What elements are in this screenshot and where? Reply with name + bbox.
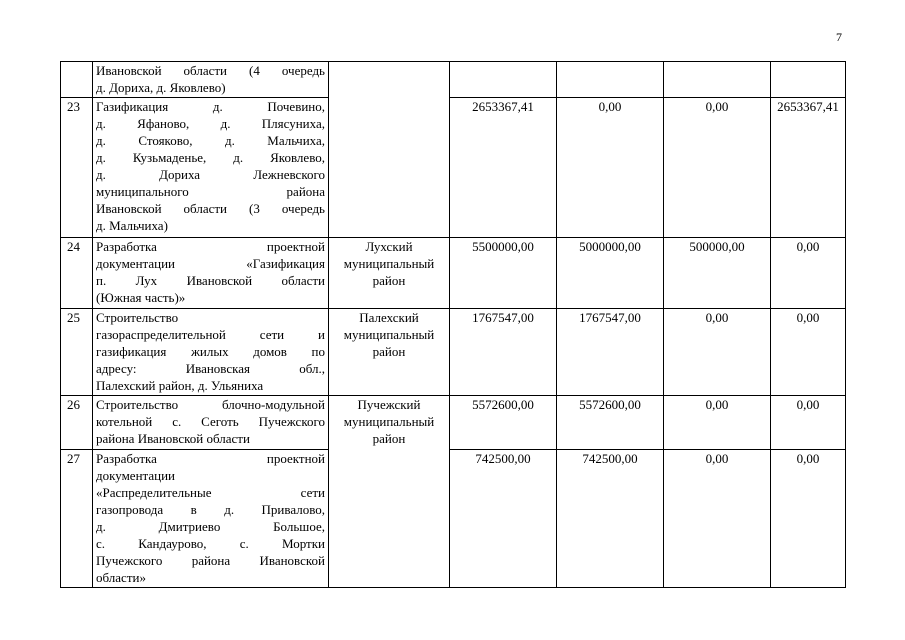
value-other: 0,00 <box>771 309 846 396</box>
value-local: 0,00 <box>664 98 771 238</box>
value-total <box>450 62 557 98</box>
value-total: 1767547,00 <box>450 309 557 396</box>
description-line: газопровода в д. Привалово, <box>96 502 325 517</box>
value-local: 0,00 <box>664 396 771 450</box>
description-line: д. Мальчиха) <box>96 218 168 233</box>
description-line: Разработка проектной <box>96 239 325 254</box>
value-total: 5500000,00 <box>450 238 557 309</box>
value-regional: 5572600,00 <box>557 396 664 450</box>
description-line: муниципального района <box>96 184 325 199</box>
value-regional: 0,00 <box>557 98 664 238</box>
description-line: д. Стояково, д. Мальчиха, <box>96 133 325 148</box>
description-line: газораспределительной сети и <box>96 327 325 342</box>
value-regional <box>557 62 664 98</box>
value-other <box>771 62 846 98</box>
value-regional: 742500,00 <box>557 450 664 588</box>
value-regional: 5000000,00 <box>557 238 664 309</box>
description-line: Палехский район, д. Ульяниха <box>96 378 264 393</box>
project-description <box>93 238 329 309</box>
value-local: 500000,00 <box>664 238 771 309</box>
funding-table <box>60 61 846 588</box>
municipality-cell: Палехский муниципальный район <box>329 309 450 396</box>
value-other: 0,00 <box>771 450 846 588</box>
value-local: 0,00 <box>664 450 771 588</box>
description-line: с. Кандаурово, с. Мортки <box>96 536 325 551</box>
description-line: Строительство блочно-модульной <box>96 397 325 412</box>
value-local: 0,00 <box>664 309 771 396</box>
description-line: д. Дмитриево Большое, <box>96 519 325 534</box>
value-total: 742500,00 <box>450 450 557 588</box>
municipality-cell: Лухский муниципальный район <box>329 238 450 309</box>
row-number: 23 <box>61 98 93 238</box>
value-other: 0,00 <box>771 238 846 309</box>
row-number <box>61 62 93 98</box>
row-number: 27 <box>61 450 93 588</box>
description-line: документации «Газификация <box>96 256 325 271</box>
description-line: Газификация д. Почевино, <box>96 99 325 114</box>
description-line: «Распределительные сети <box>96 485 325 500</box>
value-other: 0,00 <box>771 396 846 450</box>
value-total: 5572600,00 <box>450 396 557 450</box>
row-number: 25 <box>61 309 93 396</box>
row-number: 24 <box>61 238 93 309</box>
description-line: д. Дориха, д. Яковлево) <box>96 80 226 95</box>
description-line: Ивановской области (3 очередь <box>96 201 325 216</box>
page-number: 7 <box>836 30 842 44</box>
description-line: котельной с. Сеготь Пучежского <box>96 414 325 429</box>
table-row <box>61 450 846 588</box>
description-line: д. Яфаново, д. Плясуниха, <box>96 116 325 131</box>
table-row <box>61 396 846 450</box>
row-number: 26 <box>61 396 93 450</box>
description-line: Разработка проектной <box>96 451 325 466</box>
table-row <box>61 238 846 309</box>
table-row <box>61 309 846 396</box>
description-line: Ивановской области (4 очередь <box>96 63 325 78</box>
value-local <box>664 62 771 98</box>
project-description <box>93 396 329 450</box>
project-description <box>93 309 329 396</box>
value-regional: 1767547,00 <box>557 309 664 396</box>
project-description <box>93 62 329 98</box>
description-line: Строительство <box>96 310 179 325</box>
description-line: д. Дориха Лежневского <box>96 167 325 182</box>
table-row <box>61 98 846 238</box>
description-line: области» <box>96 570 146 585</box>
description-line: района Ивановской области <box>96 431 250 446</box>
value-total: 2653367,41 <box>450 98 557 238</box>
municipality-cell <box>329 62 450 238</box>
description-line: (Южная часть)» <box>96 290 186 305</box>
description-line: Пучежского района Ивановской <box>96 553 325 568</box>
table-row <box>61 62 846 98</box>
value-other: 2653367,41 <box>771 98 846 238</box>
description-line: п. Лух Ивановской области <box>96 273 325 288</box>
project-description <box>93 98 329 238</box>
municipality-cell: Пучежский муниципальный район <box>329 396 450 588</box>
project-description <box>93 450 329 588</box>
description-line: адресу: Ивановская обл., <box>96 361 325 376</box>
description-line: газификация жилых домов по <box>96 344 325 359</box>
description-line: д. Кузьмаденье, д. Яковлево, <box>96 150 325 165</box>
description-line: документации <box>96 468 176 483</box>
